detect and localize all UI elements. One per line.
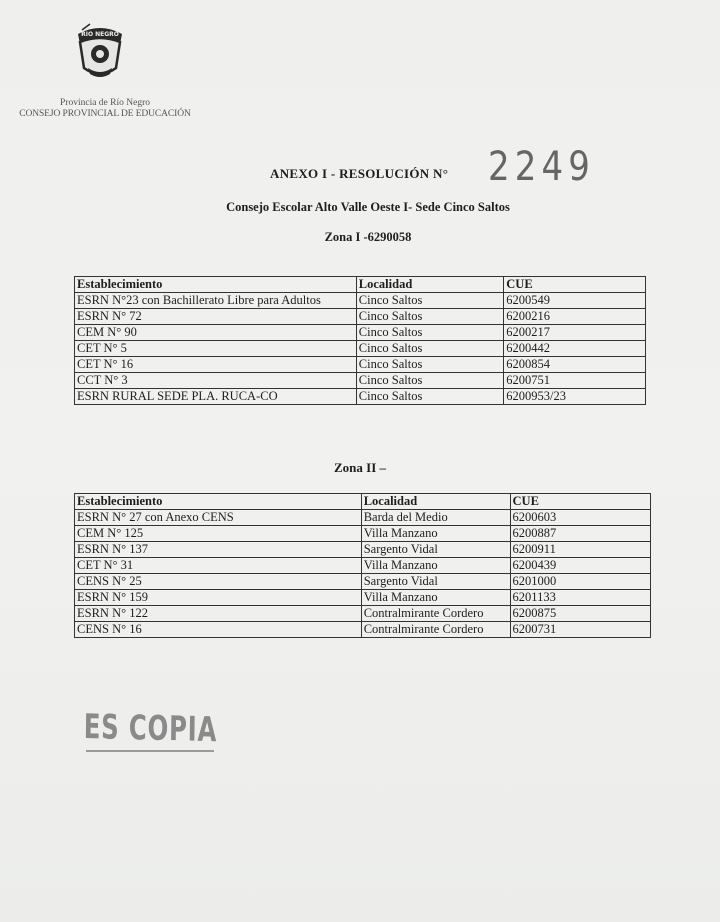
cell-establecimiento: CEM N° 90 bbox=[75, 325, 357, 341]
cell-establecimiento: CET N° 16 bbox=[75, 357, 357, 373]
table-row bbox=[75, 526, 651, 542]
cell-localidad: Sargento Vidal bbox=[361, 542, 510, 558]
cell-localidad: Cinco Saltos bbox=[356, 325, 504, 341]
cell-localidad: Cinco Saltos bbox=[356, 373, 504, 389]
cell-localidad: Cinco Saltos bbox=[356, 357, 504, 373]
cell-cue: 6200887 bbox=[510, 526, 650, 542]
cell-cue: 6200216 bbox=[504, 309, 646, 325]
cell-establecimiento: CET N° 5 bbox=[75, 341, 357, 357]
cell-establecimiento: ESRN N° 72 bbox=[75, 309, 357, 325]
cell-localidad: Sargento Vidal bbox=[361, 574, 510, 590]
cell-cue: 6200603 bbox=[510, 510, 650, 526]
table-row bbox=[75, 574, 651, 590]
table-row bbox=[75, 510, 651, 526]
header-establecimiento: Establecimiento bbox=[75, 494, 362, 510]
cell-establecimiento: CEM N° 125 bbox=[75, 526, 362, 542]
zona2-title: Zona II – bbox=[333, 460, 387, 475]
es-copia-stamp: ES COPIA bbox=[83, 707, 218, 751]
province-name: Provincia de Río Negro bbox=[60, 98, 150, 108]
cell-localidad: Contralmirante Cordero bbox=[361, 606, 510, 622]
header-cue: CUE bbox=[510, 494, 650, 510]
cell-establecimiento: ESRN N° 137 bbox=[75, 542, 362, 558]
cell-localidad: Villa Manzano bbox=[361, 590, 510, 606]
cell-cue: 6200953/23 bbox=[504, 389, 646, 405]
table-row bbox=[75, 357, 646, 373]
table-row bbox=[75, 373, 646, 389]
cell-cue: 6201000 bbox=[510, 574, 650, 590]
cell-establecimiento: CET N° 31 bbox=[75, 558, 362, 574]
table-row bbox=[75, 293, 646, 309]
cell-cue: 6200439 bbox=[510, 558, 650, 574]
table-row bbox=[75, 389, 646, 405]
council-subtitle: Consejo Escolar Alto Valle Oeste I- Sede Cinco Saltos bbox=[226, 200, 510, 214]
table-header-row bbox=[75, 494, 651, 510]
table-row bbox=[75, 606, 651, 622]
table-row bbox=[75, 558, 651, 574]
cell-cue: 6200875 bbox=[510, 606, 650, 622]
cell-establecimiento: CENS N° 16 bbox=[75, 622, 362, 638]
resolution-number: 2249 bbox=[488, 144, 595, 190]
organization-name bbox=[0, 98, 210, 120]
cell-establecimiento: ESRN N° 122 bbox=[75, 606, 362, 622]
table-row bbox=[75, 309, 646, 325]
cell-localidad: Villa Manzano bbox=[361, 558, 510, 574]
cell-cue: 6200442 bbox=[504, 341, 646, 357]
zona2-table bbox=[74, 493, 651, 638]
header-localidad: Localidad bbox=[356, 277, 504, 293]
cell-localidad: Cinco Saltos bbox=[356, 389, 504, 405]
header-localidad: Localidad bbox=[361, 494, 510, 510]
cell-localidad: Cinco Saltos bbox=[356, 341, 504, 357]
cell-establecimiento: ESRN N°23 con Bachillerato Libre para Adultos bbox=[75, 293, 357, 309]
cell-cue: 6200731 bbox=[510, 622, 650, 638]
table-row bbox=[75, 341, 646, 357]
stamp-underline bbox=[86, 750, 214, 752]
table-row bbox=[75, 325, 646, 341]
svg-text:RIO NEGRO: RIO NEGRO bbox=[81, 31, 119, 38]
table-row bbox=[75, 622, 651, 638]
table-header-row bbox=[75, 277, 646, 293]
cell-establecimiento: CENS N° 25 bbox=[75, 574, 362, 590]
cell-cue: 6201133 bbox=[510, 590, 650, 606]
cell-establecimiento: CCT N° 3 bbox=[75, 373, 357, 389]
cell-localidad: Contralmirante Cordero bbox=[361, 622, 510, 638]
cell-localidad: Villa Manzano bbox=[361, 526, 510, 542]
council-name: CONSEJO PROVINCIAL DE EDUCACIÓN bbox=[19, 109, 191, 119]
table-row bbox=[75, 590, 651, 606]
anexo-title: ANEXO I - RESOLUCIÓN N° bbox=[270, 166, 449, 181]
zona1-title: Zona I -6290058 bbox=[324, 230, 412, 244]
rio-negro-crest-logo bbox=[70, 20, 130, 84]
cell-cue: 6200217 bbox=[504, 325, 646, 341]
header-cue: CUE bbox=[504, 277, 646, 293]
cell-establecimiento: ESRN N° 159 bbox=[75, 590, 362, 606]
cell-cue: 6200751 bbox=[504, 373, 646, 389]
cell-establecimiento: ESRN N° 27 con Anexo CENS bbox=[75, 510, 362, 526]
cell-localidad: Cinco Saltos bbox=[356, 293, 504, 309]
cell-cue: 6200549 bbox=[504, 293, 646, 309]
cell-cue: 6200911 bbox=[510, 542, 650, 558]
zona1-table bbox=[74, 276, 646, 405]
table-row bbox=[75, 542, 651, 558]
header-establecimiento: Establecimiento bbox=[75, 277, 357, 293]
cell-localidad: Barda del Medio bbox=[361, 510, 510, 526]
cell-localidad: Cinco Saltos bbox=[356, 309, 504, 325]
cell-establecimiento: ESRN RURAL SEDE PLA. RUCA-CO bbox=[75, 389, 357, 405]
cell-cue: 6200854 bbox=[504, 357, 646, 373]
